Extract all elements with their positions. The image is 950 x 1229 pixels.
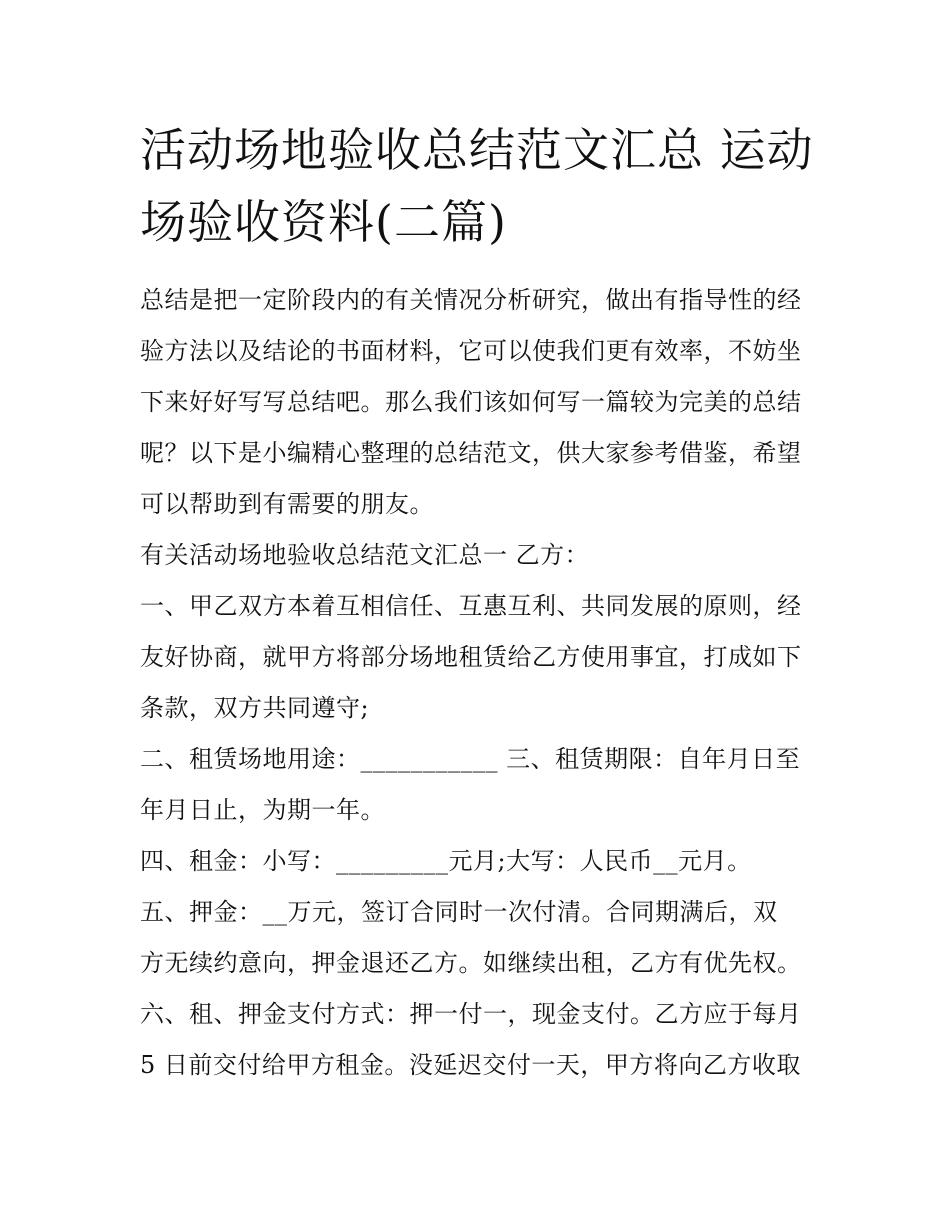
body-line: 下来好好写写总结吧。那么我们该如何写一篇较为完美的总结 [140, 388, 802, 416]
body-line: 5 日前交付给甲方租金。没延迟交付一天，甲方将向乙方收取 [140, 1051, 801, 1079]
document-title: 活动场地验收总结范文汇总 运动场验收资料(二篇) [140, 123, 814, 249]
body-line: 四、租金：小写：_________元月;大写：人民币__元月。 [140, 847, 752, 875]
body-line: 可以帮助到有需要的朋友。 [140, 490, 434, 518]
body-line: 五、押金：__万元，签订合同时一次付清。合同期满后，双 [140, 898, 778, 926]
body-line: 呢？以下是小编精心整理的总结范文，供大家参考借鉴，希望 [140, 439, 802, 467]
section-heading: 有关活动场地验收总结范文汇总一 乙方： [140, 541, 590, 569]
body-line: 六、租、押金支付方式：押一付一，现金支付。乙方应于每月 [140, 1000, 802, 1028]
body-line: 方无续约意向，押金退还乙方。如继续出租，乙方有优先权。 [140, 949, 802, 977]
body-line: 条款，双方共同遵守; [140, 694, 370, 722]
body-line: 年月日止，为期一年。 [140, 796, 385, 824]
body-line: 一、甲乙双方本着互相信任、互惠互利、共同发展的原则，经 [140, 592, 802, 620]
body-line: 二、租赁场地用途：___________ 三、租赁期限：自年月日至 [140, 745, 801, 773]
body-line: 友好协商，就甲方将部分场地租赁给乙方使用事宜，打成如下 [140, 643, 802, 671]
body-line: 验方法以及结论的书面材料，它可以使我们更有效率，不妨坐 [140, 337, 802, 365]
body-line: 总结是把一定阶段内的有关情况分析研究，做出有指导性的经 [140, 286, 802, 314]
